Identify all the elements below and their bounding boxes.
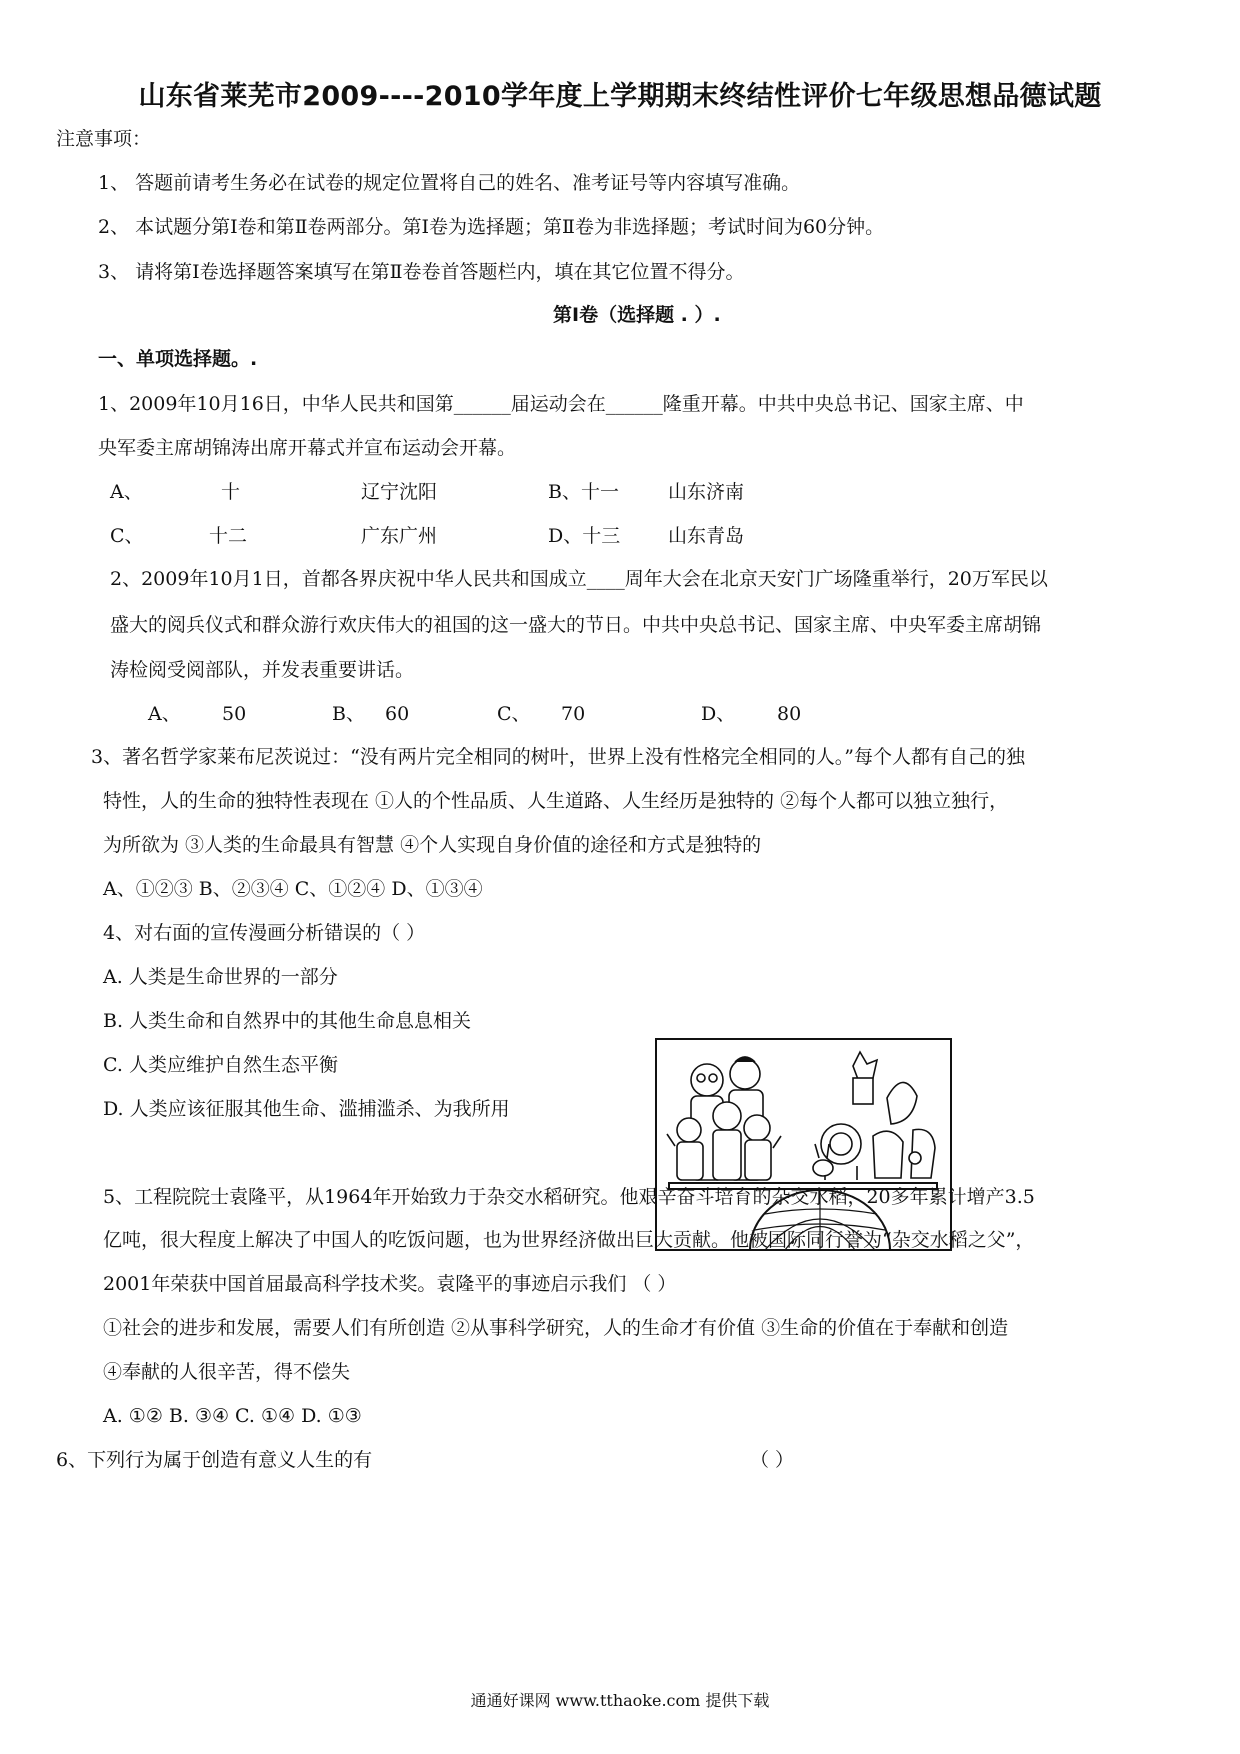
q1-option-a-number: 十 [221, 481, 241, 503]
q6-answer-paren: （ ） [750, 1449, 795, 1471]
q5-statements-line1: ①社会的进步和发展，需要人们有所创造 ②从事科学研究，人的生命才有价值 ③生命的价值在于奉献和创造 [103, 1317, 1009, 1339]
q2-stem-line3: 涛检阅受阅部队，并发表重要讲话。 [110, 659, 415, 681]
q1-option-d-place: 山东青岛 [668, 525, 745, 547]
q1-option-c-place: 广东广州 [361, 525, 438, 547]
note-item-1: 1、 答题前请考生务必在试卷的规定位置将自己的姓名、准考证号等内容填写准确。 [98, 172, 801, 194]
q3-stem-line2: 特性，人的生命的独特性表现在 ①人的个性品质、人生道路、人生经历是独特的 ②每个人都可以独立独行， [103, 790, 1009, 812]
q1-option-a-label: A、 [110, 481, 143, 503]
q3-options: A、①②③ B、②③④ C、①②④ D、①③④ [103, 878, 483, 900]
page-title: 山东省莱芜市2009----2010学年度上学期期末终结性评价七年级思想品德试题 [138, 81, 1102, 112]
q2-stem-line2: 盛大的阅兵仪式和群众游行欢庆伟大的祖国的这一盛大的节日。中共中央总书记、国家主席、中央军委主席胡锦 [110, 614, 1042, 636]
q3-stem-line3: 为所欲为 ③人类的生命最具有智慧 ④个人实现自身价值的途径和方式是独特的 [103, 834, 762, 856]
q2-option-d: 80 [777, 703, 802, 725]
note-item-2: 2、 本试题分第Ⅰ卷和第Ⅱ卷两部分。第Ⅰ卷为选择题；第Ⅱ卷为非选择题；考试时间为60分钟。 [98, 216, 885, 238]
q1-option-a-place: 辽宁沈阳 [361, 481, 438, 503]
q2-option-a: 50 [222, 703, 247, 725]
q3-stem-line1: 3、著名哲学家莱布尼茨说过：“没有两片完全相同的树叶，世界上没有性格完全相同的人。”每个人都有自己的独 [91, 746, 1026, 768]
q5-options: A. ①② B. ③④ C. ①④ D. ①③ [103, 1405, 362, 1427]
part-title: 一、单项选择题。. [98, 348, 258, 370]
q5-statements-line2: ④奉献的人很辛苦，得不偿失 [103, 1361, 351, 1383]
q1-option-b-place: 山东济南 [668, 481, 745, 503]
q2-option-b-label: B、 [332, 703, 365, 725]
note-item-3: 3、 请将第Ⅰ卷选择题答案填写在第Ⅱ卷卷首答题栏内，填在其它位置不得分。 [98, 261, 745, 283]
notes-heading: 注意事项： [56, 128, 152, 150]
q4-option-d: D. 人类应该征服其他生命、滥捕滥杀、为我所用 [103, 1098, 510, 1120]
q2-stem-line1: 2、2009年10月1日，首都各界庆祝中华人民共和国成立____周年大会在北京天安门广场隆重举行，20万军民以 [110, 568, 1048, 590]
q1-stem-line2: 央军委主席胡锦涛出席开幕式并宣布运动会开幕。 [98, 437, 517, 459]
q6-stem: 6、下列行为属于创造有意义人生的有 [56, 1449, 373, 1471]
q2-option-d-label: D、 [701, 703, 736, 725]
q1-option-c-number: 十二 [209, 525, 248, 547]
page-footer: 通通好课网 www.tthaoke.com 提供下载 [470, 1691, 770, 1710]
q1-option-b: B、十一 [548, 481, 619, 503]
q4-option-b: B. 人类生命和自然界中的其他生命息息相关 [103, 1010, 472, 1032]
q2-option-c-label: C、 [497, 703, 531, 725]
q2-option-a-label: A、 [148, 703, 181, 725]
q5-stem-line1: 5、工程院院士袁隆平，从1964年开始致力于杂交水稻研究。他艰辛奋斗培育的杂交水稻，20多年累计增产3.5 [103, 1186, 1035, 1208]
q5-stem-line3: 2001年荣获中国首届最高科学技术奖。袁隆平的事迹启示我们 （ ） [103, 1273, 677, 1295]
q2-option-c: 70 [561, 703, 586, 725]
q2-option-b: 60 [385, 703, 410, 725]
q5-stem-line2: 亿吨，很大程度上解决了中国人的吃饭问题，也为世界经济做出巨大贡献。他被国际同行誉为“杂交水稻之父”， [103, 1229, 1035, 1251]
q4-option-a: A. 人类是生命世界的一部分 [103, 966, 338, 988]
propaganda-cartoon-image [655, 1038, 952, 1251]
q4-option-c: C. 人类应维护自然生态平衡 [103, 1054, 338, 1076]
q1-stem-line1: 1、2009年10月16日，中华人民共和国第______届运动会在______隆重开幕。中共中央总书记、国家主席、中 [98, 393, 1024, 415]
q4-stem: 4、对右面的宣传漫画分析错误的（ ） [103, 922, 426, 944]
q1-option-c-label: C、 [110, 525, 144, 547]
section-title: 第Ⅰ卷（选择题 . ）. [553, 304, 721, 326]
q1-option-d: D、十三 [548, 525, 621, 547]
